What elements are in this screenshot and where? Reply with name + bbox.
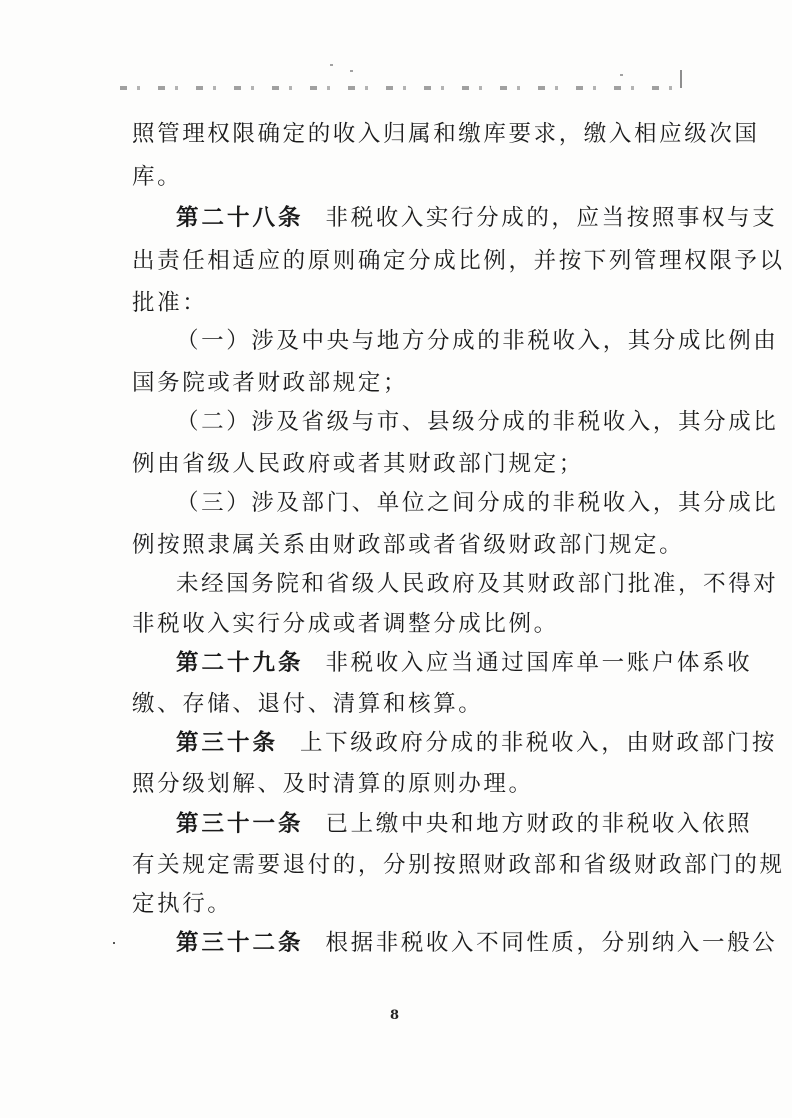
text-line: 库。 bbox=[132, 164, 183, 190]
article-32-line bbox=[176, 923, 777, 963]
article-31-line bbox=[176, 804, 752, 844]
scan-artifact-dot bbox=[350, 70, 353, 72]
text-line: 上下级政府分成的非税收入，由财政部门按 bbox=[300, 730, 777, 756]
article-28-line bbox=[176, 198, 777, 238]
text-line: 非税收入实行分成或者调整分成比例。 bbox=[132, 611, 559, 637]
scan-artifact-mark bbox=[680, 70, 682, 88]
text-line: 例按照隶属关系由财政部或者省级财政部门规定。 bbox=[132, 532, 685, 558]
article-heading: 第三十二条 bbox=[176, 930, 304, 956]
article-heading: 第二十九条 bbox=[176, 650, 304, 676]
text-line: 缴、存储、退付、清算和核算。 bbox=[132, 691, 484, 717]
text-line: 国务院或者财政部规定； bbox=[132, 370, 409, 396]
text-line: 批准： bbox=[132, 290, 208, 316]
text-line: 非税收入应当通过国库单一账户体系收 bbox=[325, 650, 753, 676]
text-line: （三）涉及部门、单位之间分成的非税收入，其分成比 bbox=[176, 490, 779, 516]
page-number: 8 bbox=[390, 1008, 400, 1023]
text-line: 例由省级人民政府或者其财政部门规定； bbox=[132, 451, 584, 477]
text-line: 出责任相适应的原则确定分成比例，并按下列管理权限予以 bbox=[132, 248, 785, 274]
article-heading: 第三十一条 bbox=[176, 811, 304, 837]
text-line: 非税收入实行分成的，应当按照事权与支 bbox=[325, 205, 778, 231]
scan-artifact-dot bbox=[113, 942, 115, 944]
scan-artifact-dot bbox=[330, 64, 333, 66]
text-line: 未经国务院和省级人民政府及其财政部门批准，不得对 bbox=[176, 571, 779, 597]
text-line: 有关规定需要退付的，分别按照财政部和省级财政部门的规 bbox=[132, 852, 785, 878]
text-line: （一）涉及中央与地方分成的非税收入，其分成比例由 bbox=[176, 328, 779, 354]
article-29-line bbox=[176, 643, 752, 683]
text-line: 照管理权限确定的收入归属和缴库要求，缴入相应级次国 bbox=[132, 121, 760, 147]
scan-artifact-dot bbox=[620, 74, 623, 76]
text-line: 照分级划解、及时清算的原则办理。 bbox=[132, 771, 534, 797]
text-line: （二）涉及省级与市、县级分成的非税收入，其分成比 bbox=[176, 409, 779, 435]
article-30-line bbox=[176, 723, 777, 763]
text-line: 已上缴中央和地方财政的非税收入依照 bbox=[325, 811, 753, 837]
article-heading: 第二十八条 bbox=[176, 205, 304, 231]
article-heading: 第三十条 bbox=[176, 730, 279, 756]
text-line: 定执行。 bbox=[132, 891, 233, 917]
text-line: 根据非税收入不同性质，分别纳入一般公 bbox=[325, 930, 778, 956]
scan-artifact-line bbox=[120, 86, 682, 90]
